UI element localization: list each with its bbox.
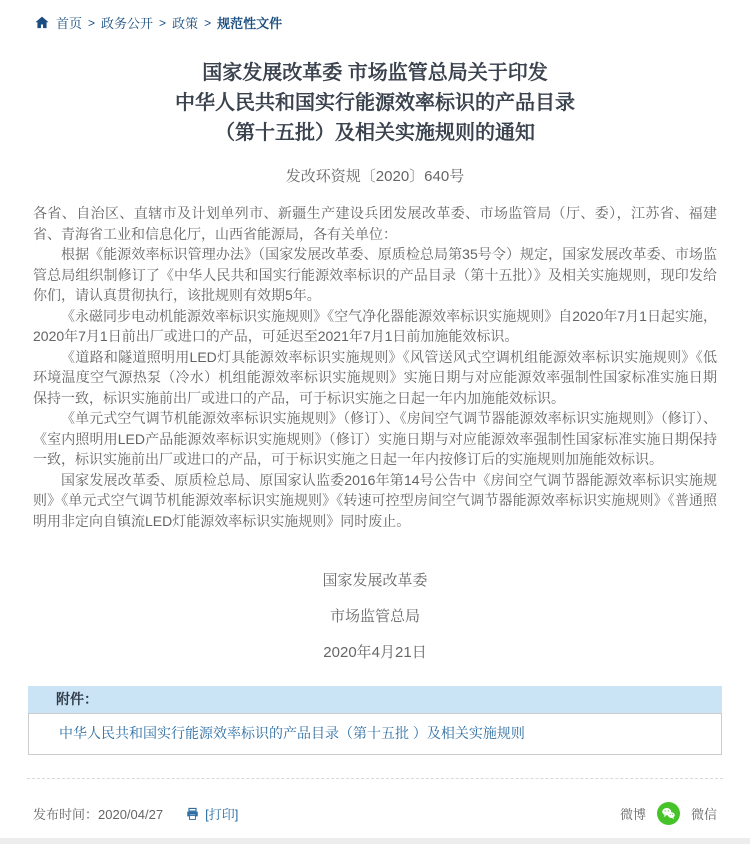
breadcrumb-separator: > [159,15,167,30]
attachment-box [28,713,722,755]
body-paragraph: 各省、自治区、直辖市及计划单列市、新疆生产建设兵团发展改革委、市场监管局（厅、委），江苏省、福建省、青海省工业和信息化厅，山西省能源局，各有关单位： [33,205,717,242]
wechat-share-label[interactable]: 微信 [690,807,717,822]
body-paragraph: 《道路和隧道照明用LED灯具能源效率标识实施规则》《风管送风式空调机组能源效率标识实施规则》《低环境温度空气源热泵（冷水）机组能源效率标识实施规则》实施日期与对应能源效率强制性国家标准实施日期保持一致，标识实施前出厂或进口的产品，可于标识实施之日起一年内加施能效标识。 [33,348,717,406]
print-button[interactable] [185,804,238,823]
breadcrumb-separator: > [204,15,212,30]
printer-icon[interactable] [185,807,200,821]
print-label[interactable]: [打印] [205,807,239,822]
bottom-strip [0,838,750,844]
document-number: 发改环资规〔2020〕640号 [285,168,465,185]
publish-time: 发布时间：2020/04/27 [33,807,164,822]
page-title [0,58,750,148]
breadcrumb-separator: > [88,15,96,30]
attachment-header: 附件： [28,686,722,713]
breadcrumb-item-zhengce[interactable]: 政策 [172,16,199,31]
signature-org-1: 国家发展改革委 [322,572,428,589]
body-paragraph: 国家发展改革委、原质检总局、原国家认监委2016年第14号公告中《房间空气调节器能源效率标识实施规则》《单元式空气调节机能源效率标识实施规则》《转速可控型房间空气调节器能源效率标识实施规则》《普通照明用非定向自镇流LED灯能源效率标识实施规则》同时废止。 [33,471,717,529]
divider [27,778,723,779]
share-bar [620,802,717,825]
attachment-section [28,686,722,755]
weibo-share-label[interactable]: 微博 [619,807,646,822]
breadcrumb [0,0,750,32]
attachment-link[interactable]: 中华人民共和国实行能源效率标识的产品目录（第十五批 ）及相关实施规则 [59,725,525,741]
wechat-icon[interactable] [657,802,680,825]
breadcrumb-item-current[interactable]: 规范性文件 [217,16,283,31]
title-line-2: 中华人民共和国实行能源效率标识的产品目录 [175,92,575,114]
meta-left [33,804,238,823]
breadcrumb-item-zhengwugongkai[interactable]: 政务公开 [101,16,154,31]
body-paragraph: 《单元式空气调节机能源效率标识实施规则》（修订）、《房间空气调节器能源效率标识实施规则》（修订）、《室内照明用LED产品能源效率标识实施规则》（修订）实施日期与对应能源效率强制性国家标准实施日期保持一致，标识实施前出厂或进口的产品，可于标识实施之日起一年内按修订后的实施规则加施能效标识。 [33,410,717,467]
document-body [33,203,717,531]
home-icon[interactable] [34,15,50,30]
body-paragraph: 根据《能源效率标识管理办法》（国家发展改革委、原质检总局第35号令）规定，国家发展改革委、市场监管总局组织制修订了《中华人民共和国实行能源效率标识的产品目录（第十五批）》及相关实施规则，现印发给你们，请认真贯彻执行，该批规则有效期5年。 [33,246,717,303]
title-line-1: 国家发展改革委 市场监管总局关于印发 [202,62,548,84]
title-line-3: （第十五批）及相关实施规则的通知 [215,122,535,144]
body-paragraph: 《永磁同步电动机能源效率标识实施规则》《空气净化器能源效率标识实施规则》自2020年7月1日起实施，2020年7月1日前出厂或进口的产品，可延迟至2021年7月1日前加施能效标识。 [33,307,717,344]
signature-block [0,571,750,662]
signature-date: 2020年4月21日 [323,644,427,661]
breadcrumb-item-home[interactable]: 首页 [56,16,83,31]
meta-footer [33,802,717,825]
signature-org-2: 市场监管总局 [329,608,420,625]
